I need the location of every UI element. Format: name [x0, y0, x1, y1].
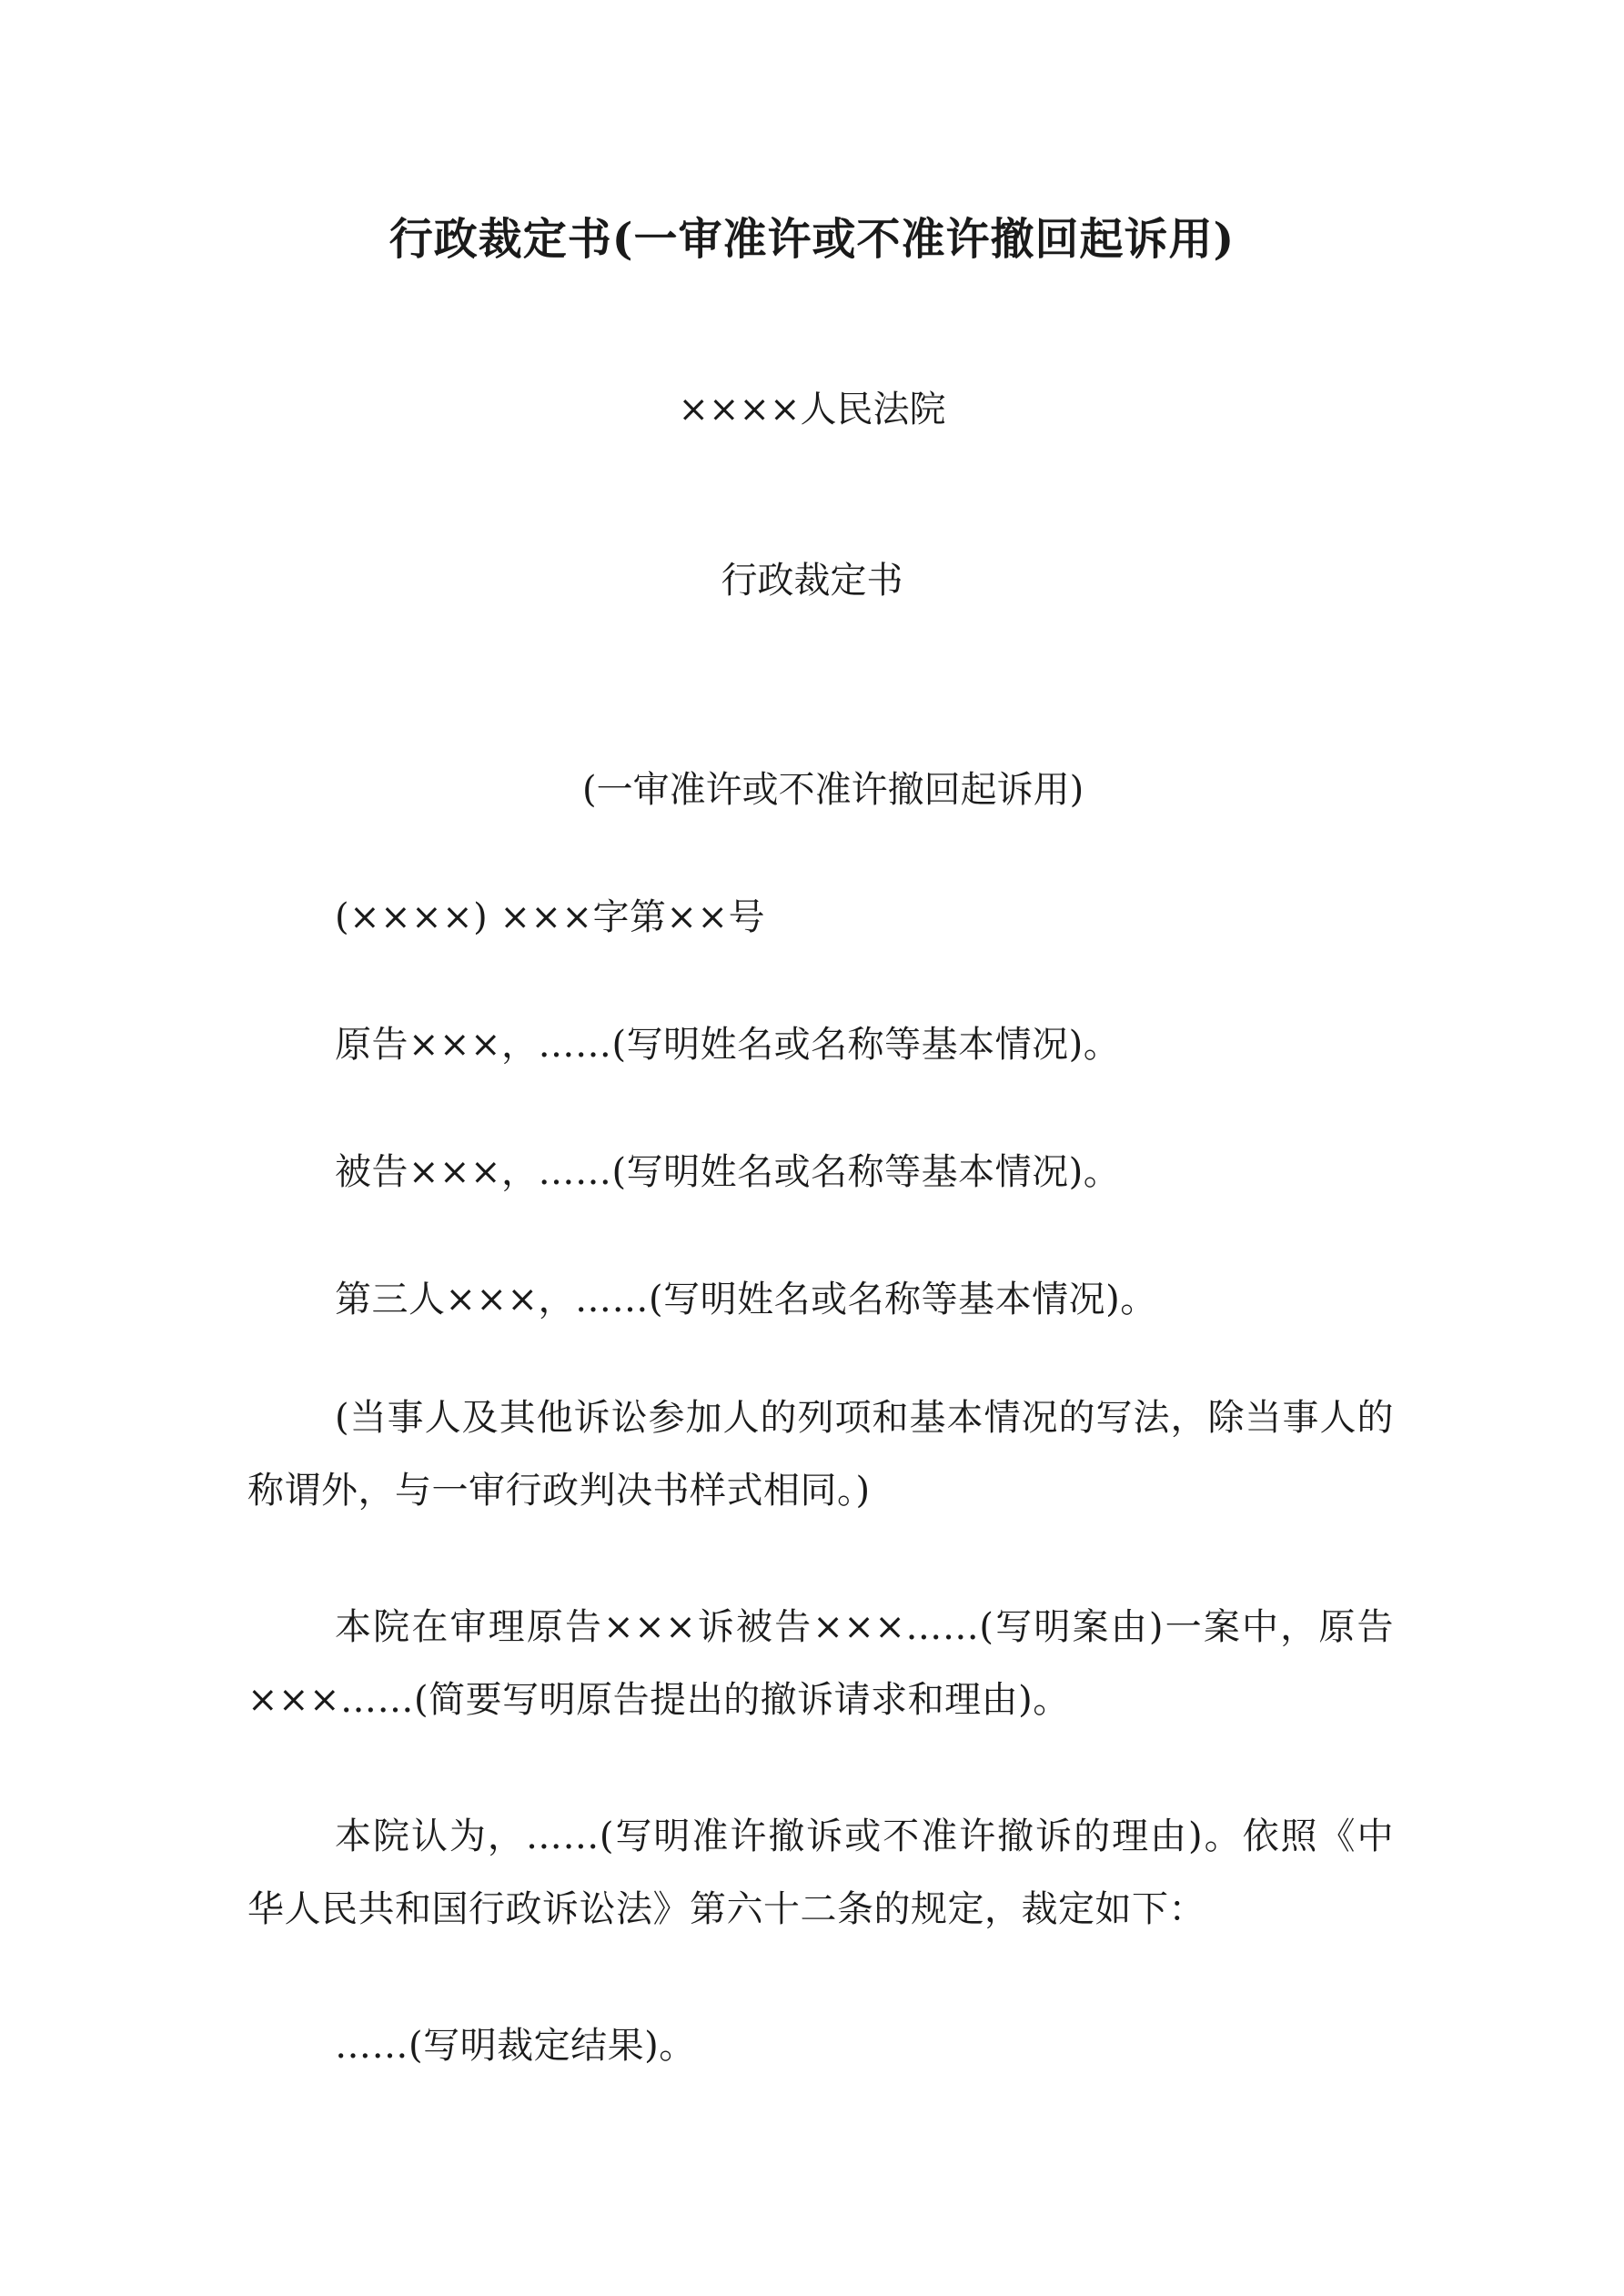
document-type: 行政裁定书: [721, 560, 903, 602]
document-title: 行政裁定书(一审准许或不准许撤回起诉用): [388, 214, 1236, 265]
court-opinion-paragraph: 本院认为，……(写明准许撤诉或不准许撤诉的理由)。依照《中华人民共和国行政诉讼法》第六十二条的规定，裁定如下：: [247, 1816, 1394, 1930]
trial-paragraph: 本院在审理原告×××诉被告×××……(写明案由)一案中，原告×××……(简要写明原告提出的撤诉请求和理由)。: [247, 1606, 1394, 1721]
participants-note-paragraph: (当事人及其他诉讼参加人的列项和基本情况的写法，除当事人的称谓外，与一审行政判决书样式相同。): [247, 1397, 1394, 1512]
ruling-result-paragraph: ……(写明裁定结果)。: [335, 2025, 696, 2067]
plaintiff-paragraph: 原告×××，……(写明姓名或名称等基本情况)。: [335, 1024, 1121, 1066]
defendant-paragraph: 被告×××，……(写明姓名或名称等基本情况)。: [335, 1151, 1121, 1193]
case-number: (××××) ×××字第××号: [335, 896, 766, 938]
court-name: ××××人民法院: [678, 389, 946, 430]
third-party-paragraph: 第三人×××，……(写明姓名或名称等基本情况)。: [335, 1279, 1157, 1320]
document-subtitle: (一审准许或不准许撤回起诉用): [582, 769, 1084, 811]
